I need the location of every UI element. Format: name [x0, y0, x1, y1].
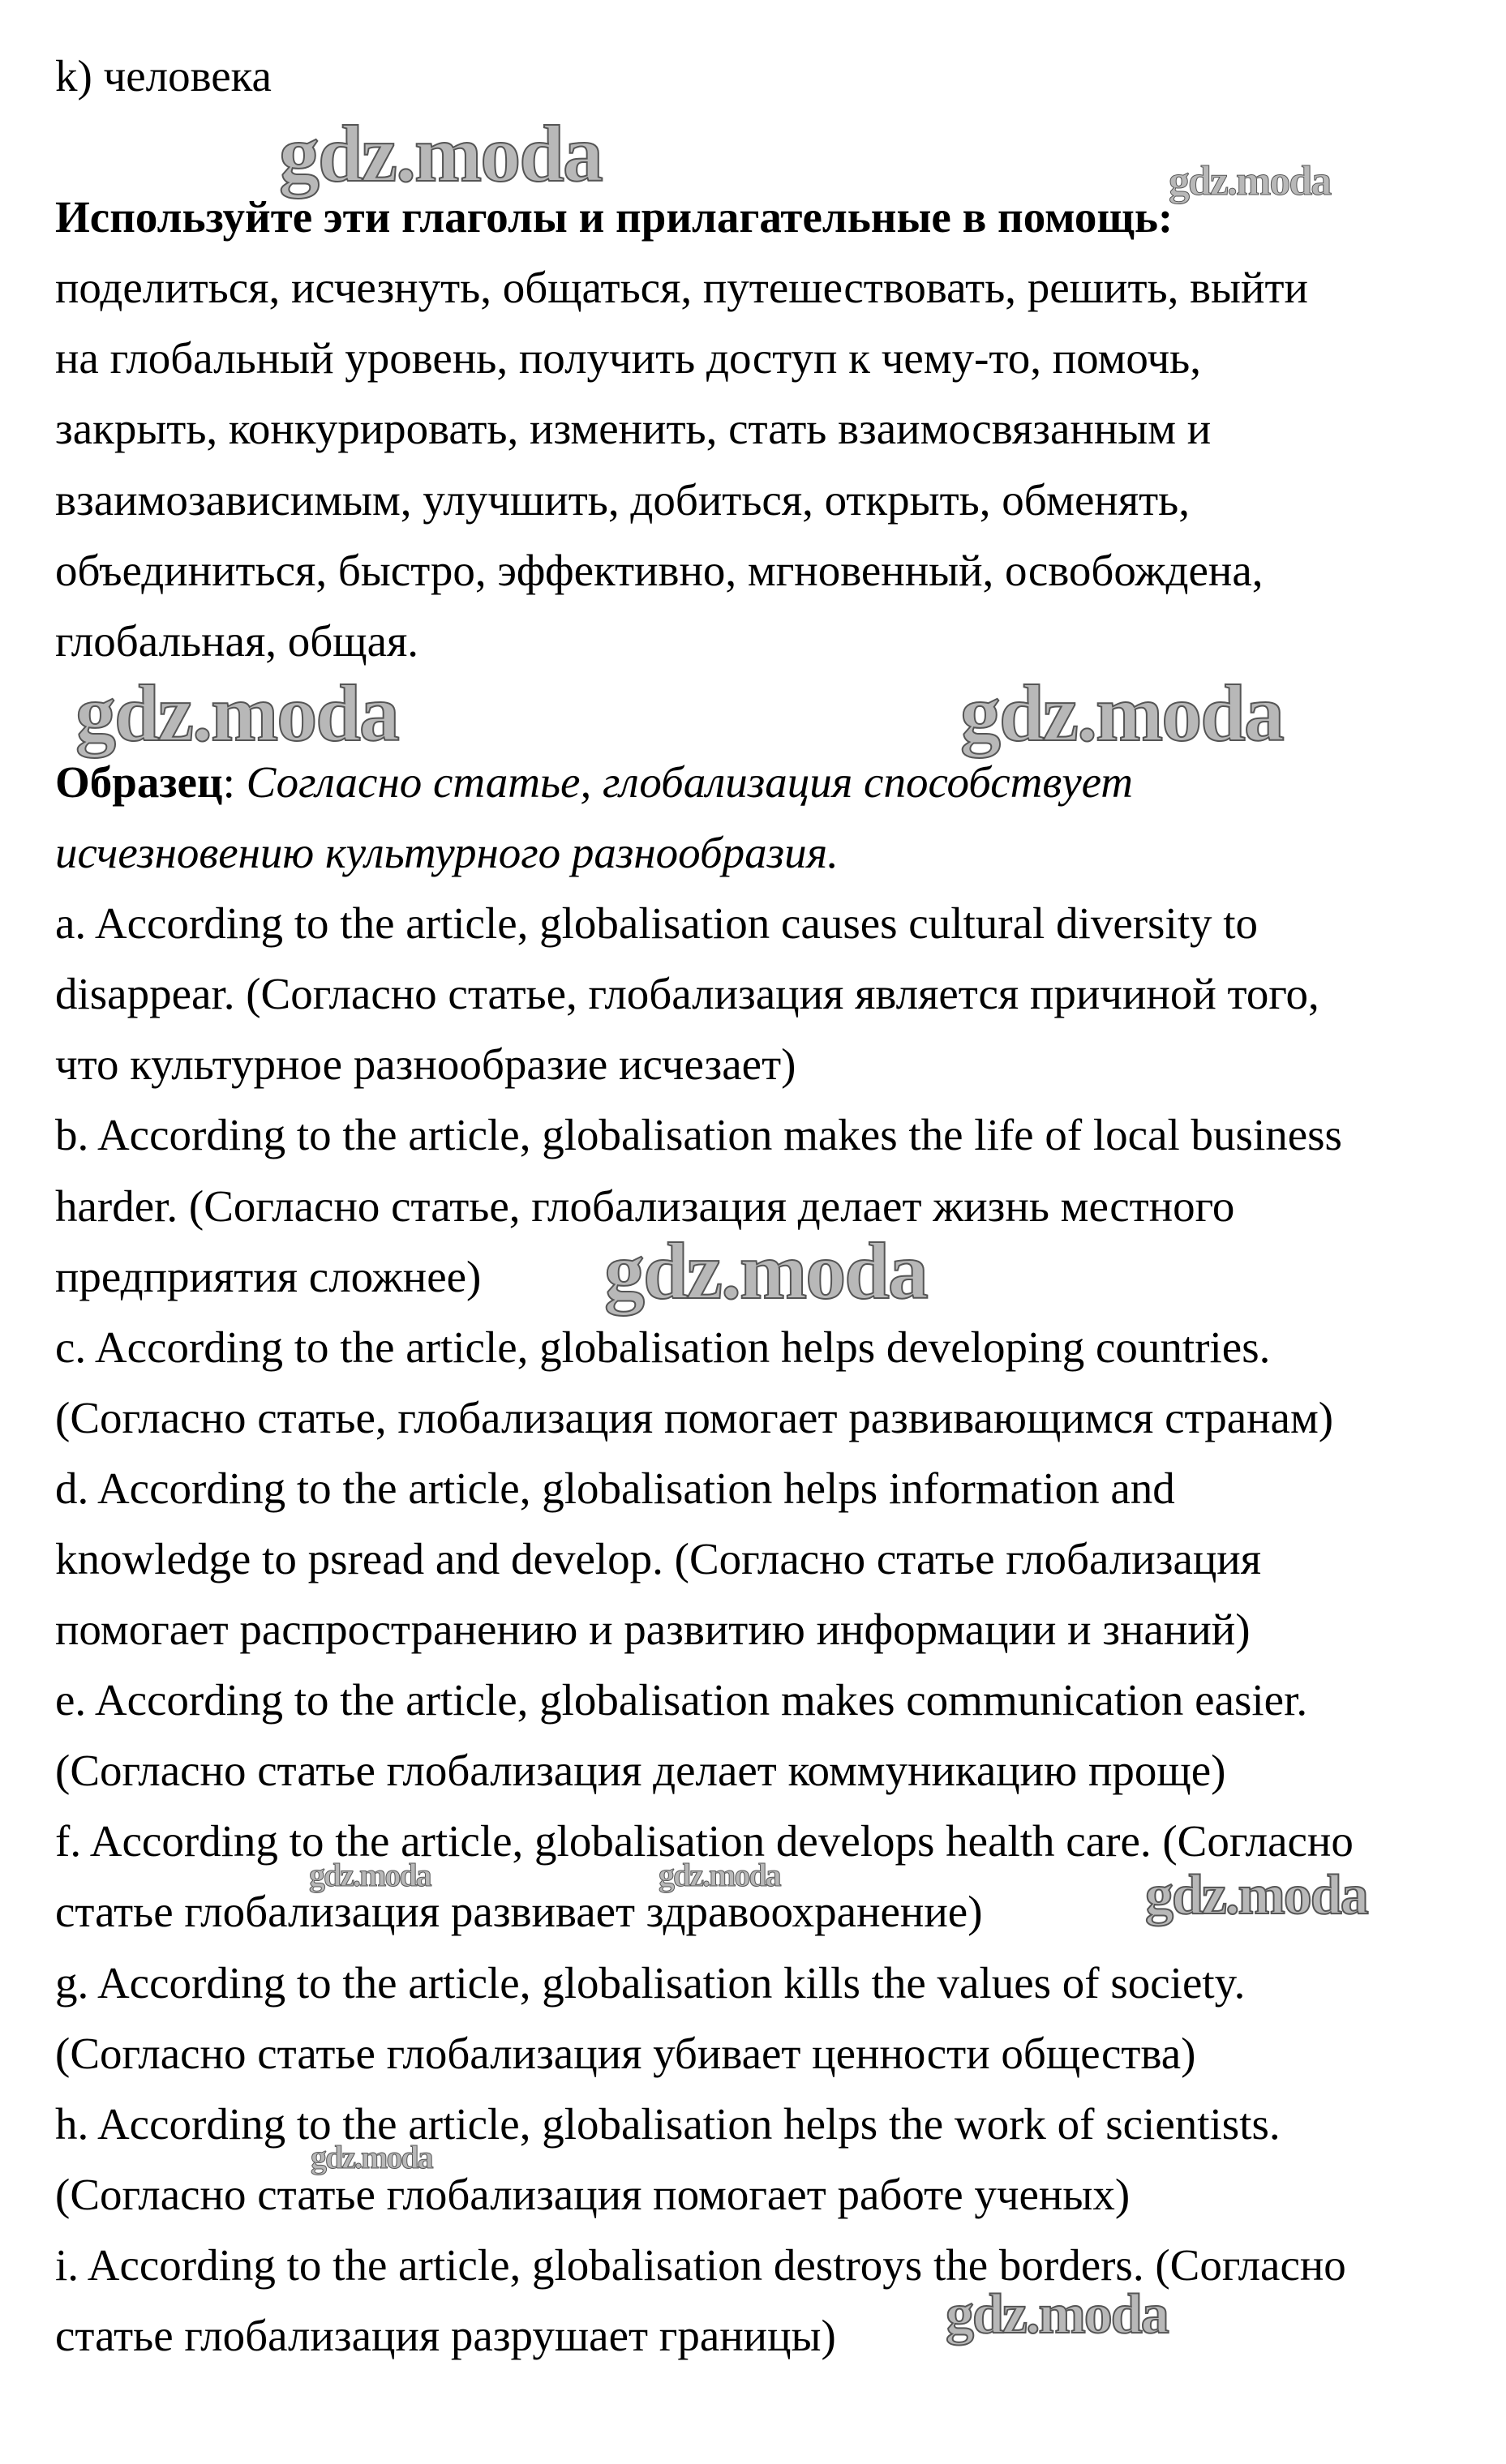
item-k: k) человека [55, 51, 272, 101]
answer-line: статье глобализация разрушает границы) [55, 2311, 836, 2360]
answer-line: knowledge to psread and develop. (Согласно статье глобализация [55, 1533, 1262, 1583]
sample-label: Образец [55, 756, 223, 807]
answer-line: (Согласно статье глобализация делает коммуникацию проще) [55, 1746, 1226, 1796]
answer-line: i. According to the article, globalisation destroys the borders. (Согласно [55, 2239, 1346, 2290]
answer-line: предприятия сложнее) [55, 1251, 482, 1301]
vocab-line: поделиться, исчезнуть, общаться, путешествовать, решить, выйти [55, 263, 1308, 313]
answer-line: c. According to the article, globalisation helps developing countries. [55, 1322, 1271, 1372]
answer-line: (Согласно статье глобализация помогает работе ученых) [55, 2169, 1131, 2219]
vocab-line: объединиться, быстро, эффективно, мгновенный, освобождена, [55, 545, 1264, 595]
sample-colon: : [222, 756, 247, 807]
watermark: gdz.moda [311, 2139, 432, 2175]
answer-line: b. According to the article, globalisation makes the life of local business [55, 1110, 1342, 1160]
answer-line: g. According to the article, globalisation kills the values of society. [55, 1957, 1246, 2008]
answer-line: a. According to the article, globalisation causes cultural diversity to [55, 898, 1259, 949]
vocab-line: глобальная, общая. [55, 615, 419, 666]
watermark: gdz.moda [604, 1226, 927, 1316]
watermark: gdz.moda [309, 1857, 431, 1893]
answer-line: harder. (Согласно статье, глобализация делает жизнь местного [55, 1181, 1235, 1231]
watermark: gdz.moda [75, 668, 398, 758]
answer-line: статье глобализация развивает здравоохранение) [55, 1887, 983, 1937]
document-body [55, 41, 1482, 2371]
answer-line: e. According to the article, globalisation makes communication easier. [55, 1675, 1308, 1725]
vocab-heading: Используйте эти глаголы и прилагательные в помощь: [55, 192, 1173, 242]
watermark: gdz.moda [659, 1857, 780, 1893]
sample-text: Согласно статье, глобализация способствует [246, 756, 1134, 807]
answer-line: (Согласно статье, глобализация помогает развивающимся странам) [55, 1392, 1334, 1442]
answer-line: (Согласно статье глобализация убивает ценности общества) [55, 2028, 1196, 2078]
sample-text-cont: исчезновению культурного разнообразия. [55, 828, 839, 878]
vocab-line: взаимозависимым, улучшить, добиться, открыть, обменять, [55, 474, 1190, 525]
watermark: gdz.moda [946, 2283, 1168, 2346]
vocab-line: закрыть, конкурировать, изменить, стать взаимосвязанным и [55, 404, 1212, 454]
watermark: gdz.moda [279, 109, 602, 199]
answer-line: disappear. (Согласно статье, глобализация является причиной того, [55, 969, 1319, 1019]
answer-line: h. According to the article, globalisation helps the work of scientists. [55, 2098, 1281, 2149]
watermark: gdz.moda [1169, 158, 1331, 204]
answer-line: помогает распространению и развитию информации и знаний) [55, 1605, 1251, 1655]
watermark: gdz.moda [960, 668, 1283, 758]
answer-line: что культурное разнообразие исчезает) [55, 1039, 796, 1090]
watermark: gdz.moda [1145, 1864, 1367, 1926]
answer-line: d. According to the article, globalisation helps information and [55, 1463, 1175, 1513]
vocab-line: на глобальный уровень, получить доступ к чему-то, помочь, [55, 333, 1201, 384]
answer-line: f. According to the article, globalisation develops health care. (Согласно [55, 1816, 1354, 1866]
